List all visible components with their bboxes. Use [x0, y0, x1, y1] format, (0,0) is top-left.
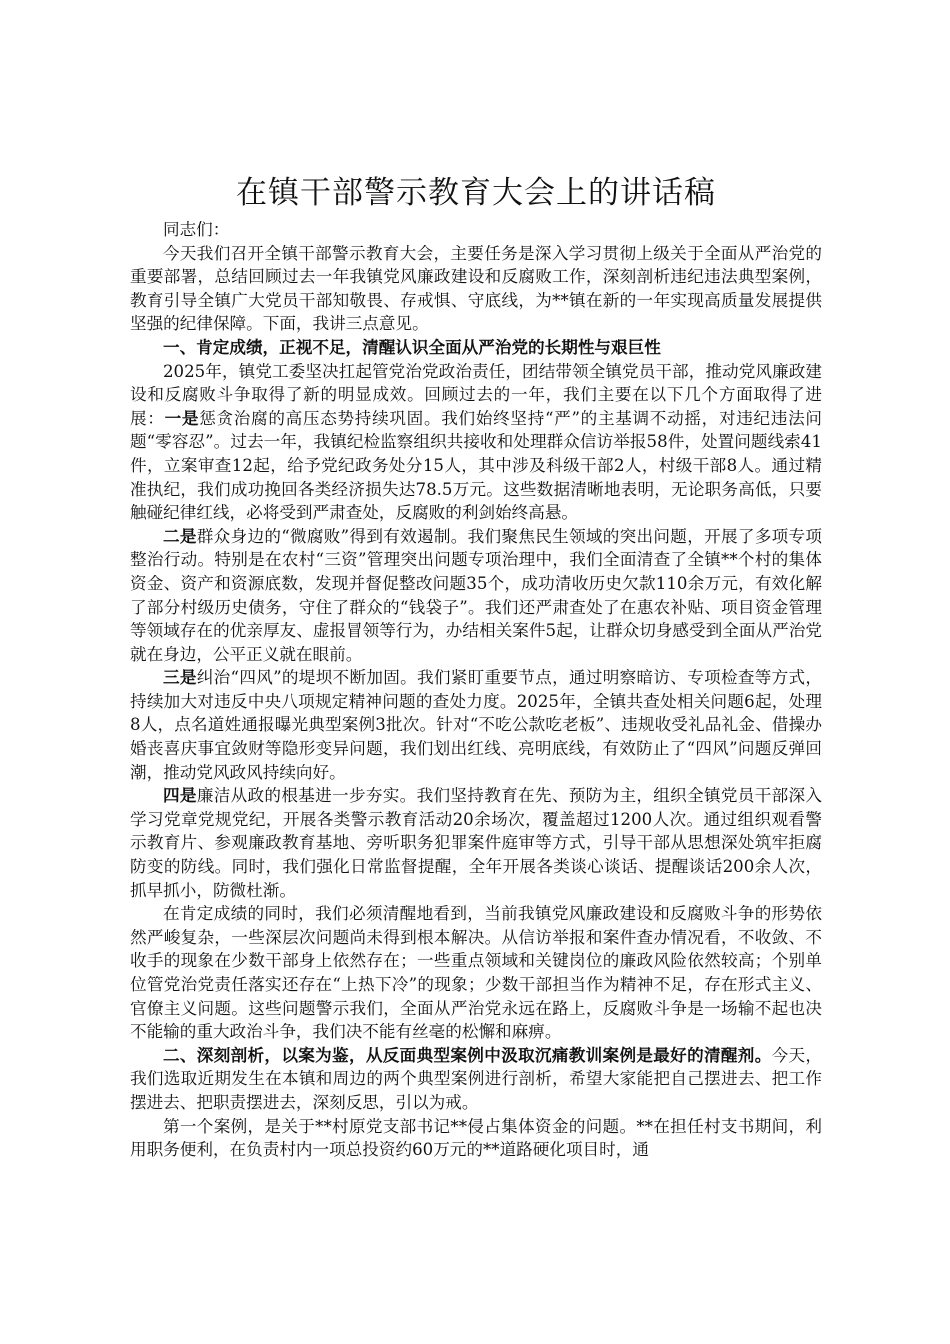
- paragraph-shortcomings: 在肯定成绩的同时，我们必须清醒地看到，当前我镇党风廉政建设和反腐败斗争的形势依然严峻复杂，一些深层次问题尚未得到根本解决。从信访举报和案件查办情况看，不收敛、不收手的现象在少数干部身上依然存在；一些重点领域和关键岗位的廉政风险依然较高；个别单位管党治党责任落实还存在“上热下冷”的现象；少数干部担当作为精神不足，存在形式主义、官僚主义问题。这些问题警示我们，全面从严治党永远在路上，反腐败斗争是一场输不起也决不能输的重大政治斗争，我们决不能有丝毫的松懈和麻痹。: [130, 904, 822, 1042]
- salutation: 同志们：: [163, 220, 230, 239]
- paragraph-text: 纠治“四风”的堤坝不断加固。我们紧盯重要节点，通过明察暗访、专项检查等方式，持续加大对违反中央八项规定精神问题的查处力度。2025年，全镇共查处相关问题6起，处理8人，点名道姓通报曝光典型案例3批次。针对“不吃公款吃老板”、违规收受礼品礼金、借操办婚丧喜庆事宜敛财等隐形变异问题，我们划出红线、亮明底线，有效防止了“四风”问题反弹回潮，推动党风政风持续向好。: [130, 668, 823, 782]
- lead-phrase: 三是: [163, 667, 197, 688]
- paragraph-text: 今天，我们选取近期发生在本镇和周边的两个典型案例进行剖析，希望大家能把自己摆进去、把工作摆进去、把职责摆进去，深刻反思，引以为戒。: [130, 1045, 822, 1112]
- document-page: [130, 170, 822, 1162]
- paragraph-text: 廉洁从政的根基进一步夯实。我们坚持教育在先、预防为主，组织全镇党员干部深入学习党章党规党纪，开展各类警示教育活动20余场次，覆盖超过1200人次。通过组织观看警示教育片、参观廉政教育基地、旁听职务犯罪案件庭审等方式，引导干部从思想深处筑牢拒腐防变的防线。同时，我们强化日常监督提醒，全年开展各类谈心谈话、提醒谈话200余人次，抓早抓小，防微杜渐。: [130, 786, 822, 900]
- heading-text: 二、深刻剖析，以案为鉴，从反面典型案例中汲取沉痛教训案例是最好的清醒剂。: [163, 1044, 772, 1065]
- paragraph-text: 惩贪治腐的高压态势持续巩固。我们始终坚持“严”的主基调不动摇，对违纪违法问题“零容忍”。过去一年，我镇纪检监察组织共接收和处理群众信访举报58件，处置问题线索41件，立案审查12起，给予党纪政务处分15人，其中涉及科级干部2人，村级干部8人。通过精准执纪，我们成功挽回各类经济损失达78.5万元。这些数据清晰地表明，无论职务高低，只要触碰纪律红线，必将受到严肃查处，反腐败的利剑始终高悬。: [130, 408, 823, 523]
- section-heading-1: 一、肯定成绩，正视不足，清醒认识全面从严治党的长期性与艰巨性: [163, 336, 661, 357]
- paragraph-achievement-1: [130, 360, 822, 525]
- intro-paragraph: 今天我们召开全镇干部警示教育大会，主要任务是深入学习贯彻上级关于全面从严治党的重要部署，总结回顾过去一年我镇党风廉政建设和反腐败工作，深刻剖析违纪违法典型案例，教育引导全镇广大党员干部知敬畏、存戒惧、守底线，为**镇在新的一年实现高质量发展提供坚强的纪律保障。下面，我讲三点意见。: [130, 243, 822, 334]
- paragraph-text: 群众身边的“微腐败”得到有效遏制。我们聚焦民生领域的突出问题，开展了多项专项整治行动。特别是在农村“三资”管理突出问题专项治理中，我们全面清查了全镇**个村的集体资金、资产和资源底数，发现并督促整改问题35个，成功清收历史欠款110余万元，有效化解了部分村级历史债务，守住了群众的“钱袋子”。我们还严肃查处了在惠农补贴、项目资金管理等领域存在的优亲厚友、虚报冒领等行为，办结相关案件5起，让群众切身感受到全面从严治党就在身边，公平正义就在眼前。: [130, 526, 823, 664]
- lead-phrase: 一是: [164, 407, 200, 428]
- document-title: 在镇干部警示教育大会上的讲话稿: [236, 175, 716, 211]
- lead-phrase: 二是: [163, 525, 197, 546]
- paragraph-achievement-4: [130, 784, 822, 902]
- paragraph-text: 2025年，镇党工委坚决扛起管党治党政治责任，团结带领全镇党员干部，推动党风廉政建设和反腐败斗争取得了新的明显成效。回顾过去的一年，我们主要在以下几个方面取得了进展：: [130, 361, 822, 428]
- section-heading-2: [130, 1044, 822, 1115]
- paragraph-case-1: 第一个案例，是关于**村原党支部书记**侵占集体资金的问题。**在担任村支书期间，利用职务便利，在负责村内一项总投资约60万元的**道路硬化项目时，通: [130, 1116, 822, 1160]
- paragraph-achievement-3: [130, 666, 822, 784]
- lead-phrase: 四是: [163, 785, 197, 806]
- paragraph-achievement-2: [130, 525, 822, 667]
